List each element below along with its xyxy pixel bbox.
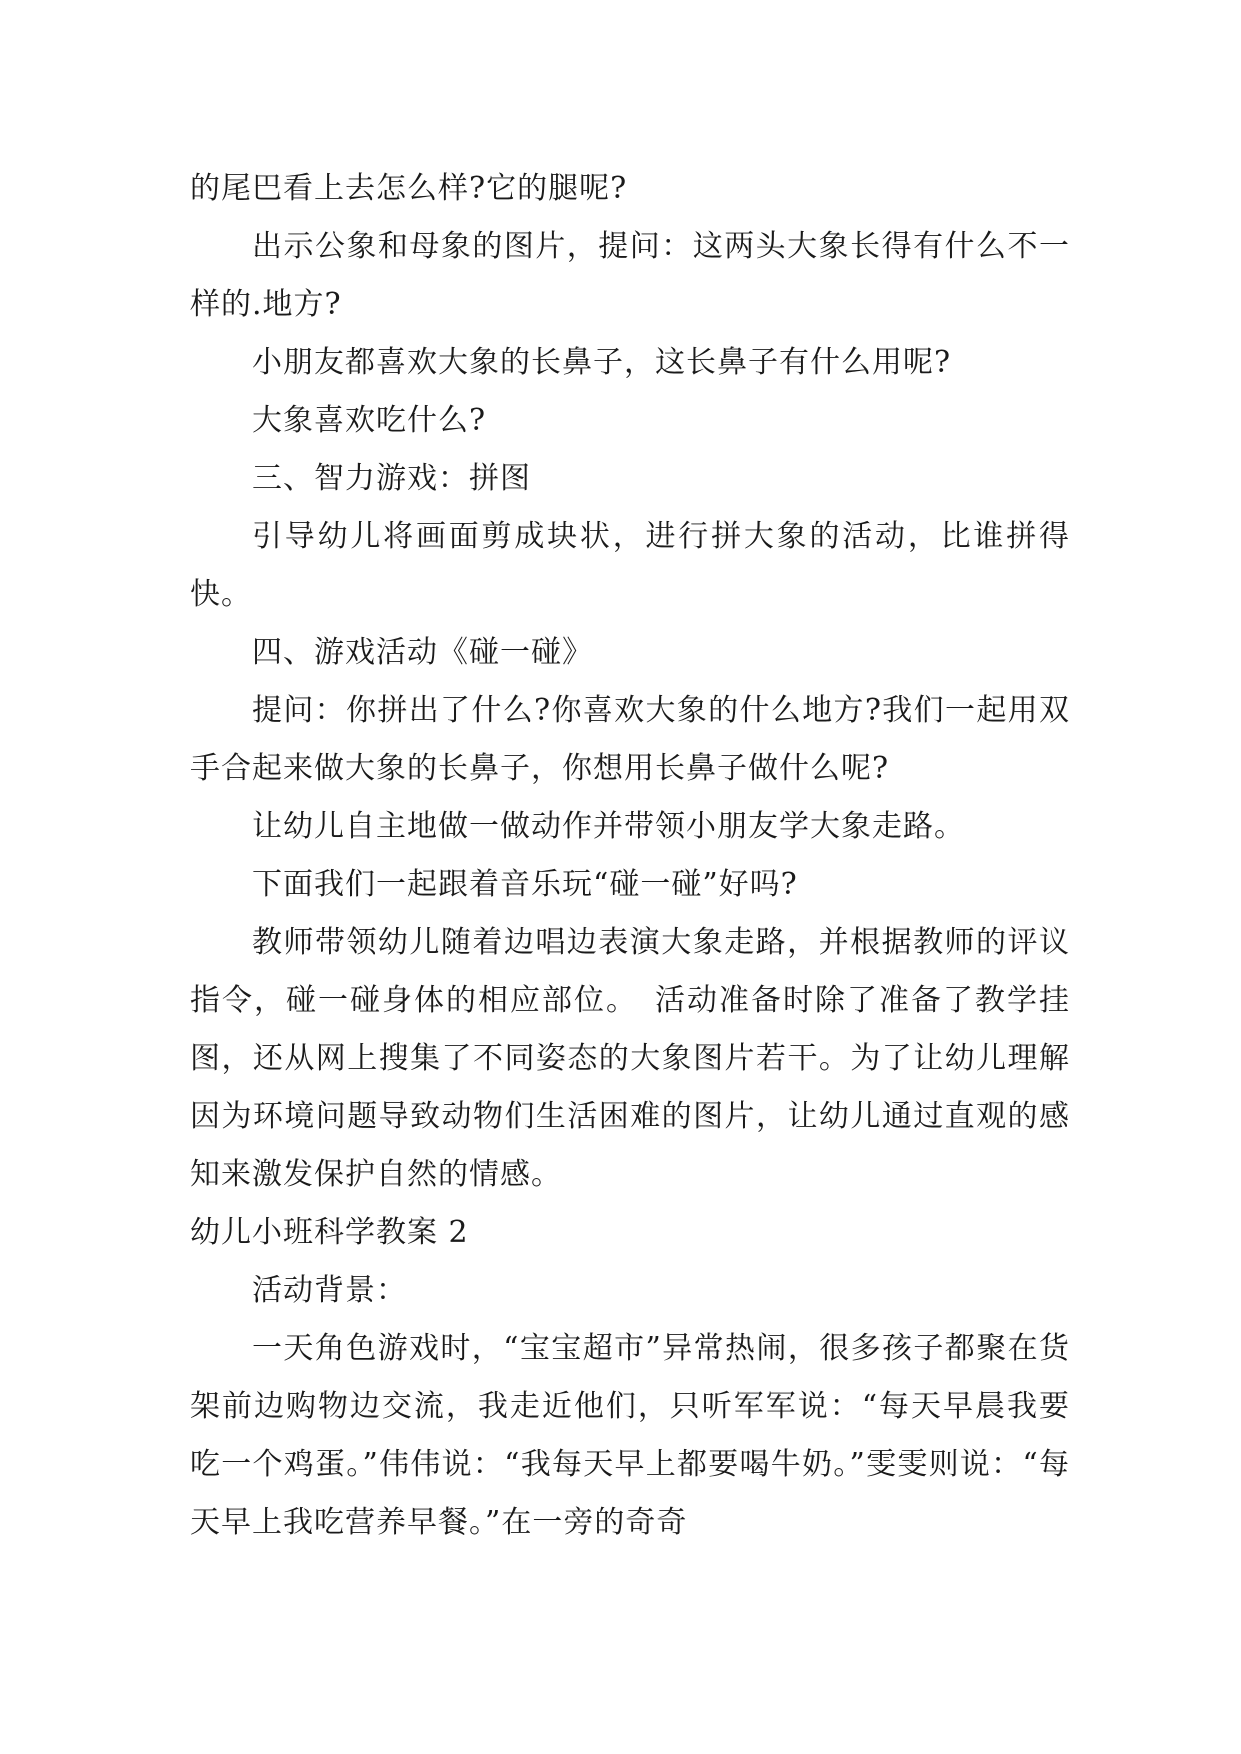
paragraph: 提问：你拼出了什么?你喜欢大象的什么地方?我们一起用双手合起来做大象的长鼻子，你想用长鼻子做什么呢? bbox=[190, 693, 1070, 786]
document-title: 幼儿小班科学教案 2 bbox=[190, 1215, 469, 1250]
paragraph: 一天角色游戏时，“宝宝超市”异常热闹，很多孩子都聚在货架前边购物边交流，我走近他们，只听军军说：“每天早晨我要吃一个鸡蛋。”伟伟说：“我每天早上都要喝牛奶。”雯雯则说：“每天早上我吃营养早餐。”在一旁的奇奇 bbox=[190, 1331, 1070, 1540]
paragraph: 的尾巴看上去怎么样?它的腿呢? bbox=[190, 171, 628, 206]
document-body bbox=[190, 160, 1070, 1552]
section-heading: 活动背景： bbox=[252, 1273, 407, 1308]
paragraph: 教师带领幼儿随着边唱边表演大象走路，并根据教师的评议指令，碰一碰身体的相应部位。 活动准备时除了准备了教学挂图，还从网上搜集了不同姿态的大象图片若干。为了让幼儿理解因为环境问题导致动物们生活困难的图片，让幼儿通过直观的感知来激发保护自然的情感。 bbox=[190, 925, 1070, 1192]
paragraph: 让幼儿自主地做一做动作并带领小朋友学大象走路。 bbox=[252, 809, 965, 844]
paragraph: 引导幼儿将画面剪成块状，进行拼大象的活动，比谁拼得快。 bbox=[190, 519, 1070, 612]
paragraph: 大象喜欢吃什么? bbox=[252, 403, 487, 438]
paragraph: 小朋友都喜欢大象的长鼻子，这长鼻子有什么用呢? bbox=[252, 345, 952, 380]
paragraph: 出示公象和母象的图片，提问：这两头大象长得有什么不一样的.地方? bbox=[190, 229, 1070, 322]
section-heading: 三、智力游戏：拼图 bbox=[252, 461, 531, 496]
section-heading: 四、游戏活动《碰一碰》 bbox=[252, 635, 593, 670]
paragraph: 下面我们一起跟着音乐玩“碰一碰”好吗? bbox=[252, 867, 798, 902]
